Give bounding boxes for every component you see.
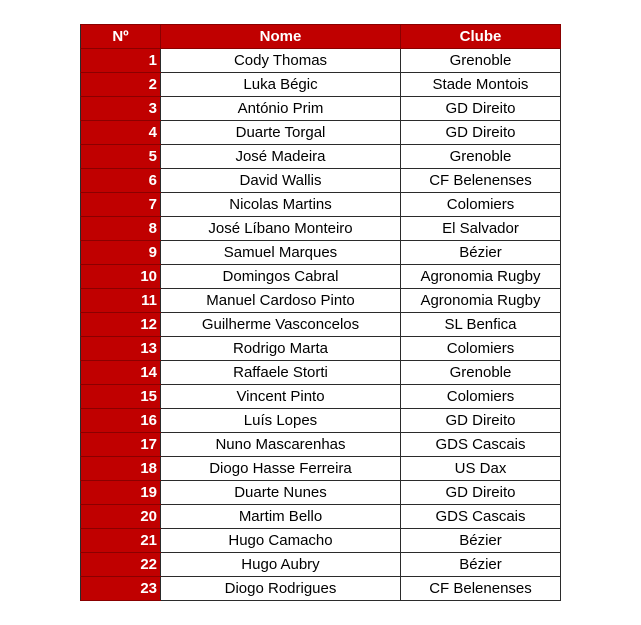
player-club-cell: El Salvador (401, 217, 561, 241)
player-club-cell: Colomiers (401, 337, 561, 361)
table-row (81, 49, 561, 73)
header-row (81, 25, 561, 49)
table-row (81, 361, 561, 385)
player-number-cell: 18 (81, 457, 161, 481)
player-number-cell: 16 (81, 409, 161, 433)
player-club-cell: Grenoble (401, 145, 561, 169)
player-name-cell: José Madeira (161, 145, 401, 169)
player-club-cell: Grenoble (401, 361, 561, 385)
player-number-cell: 20 (81, 505, 161, 529)
player-name-cell: Rodrigo Marta (161, 337, 401, 361)
player-number-cell: 8 (81, 217, 161, 241)
table-body (81, 49, 561, 601)
player-name-cell: Domingos Cabral (161, 265, 401, 289)
player-name-cell: Nuno Mascarenhas (161, 433, 401, 457)
player-club-cell: US Dax (401, 457, 561, 481)
player-name-cell: Duarte Torgal (161, 121, 401, 145)
player-club-cell: Bézier (401, 553, 561, 577)
player-number-cell: 2 (81, 73, 161, 97)
player-number-cell: 13 (81, 337, 161, 361)
player-club-cell: Grenoble (401, 49, 561, 73)
table-row (81, 409, 561, 433)
player-number-cell: 23 (81, 577, 161, 601)
player-number-cell: 1 (81, 49, 161, 73)
player-name-cell: Diogo Hasse Ferreira (161, 457, 401, 481)
player-number-cell: 11 (81, 289, 161, 313)
player-number-cell: 12 (81, 313, 161, 337)
table-row (81, 505, 561, 529)
player-club-cell: GDS Cascais (401, 433, 561, 457)
player-club-cell: SL Benfica (401, 313, 561, 337)
player-club-cell: Bézier (401, 529, 561, 553)
table-row (81, 433, 561, 457)
header-number: Nº (81, 25, 161, 49)
player-club-cell: Bézier (401, 241, 561, 265)
player-number-cell: 21 (81, 529, 161, 553)
player-name-cell: David Wallis (161, 169, 401, 193)
player-club-cell: GDS Cascais (401, 505, 561, 529)
table-row (81, 457, 561, 481)
player-club-cell: CF Belenenses (401, 577, 561, 601)
player-number-cell: 17 (81, 433, 161, 457)
table-row (81, 217, 561, 241)
table-row (81, 529, 561, 553)
player-name-cell: Hugo Aubry (161, 553, 401, 577)
player-name-cell: Duarte Nunes (161, 481, 401, 505)
table-row (81, 289, 561, 313)
player-name-cell: Diogo Rodrigues (161, 577, 401, 601)
header-club: Clube (401, 25, 561, 49)
table-row (81, 313, 561, 337)
table-row (81, 145, 561, 169)
player-name-cell: Guilherme Vasconcelos (161, 313, 401, 337)
table-row (81, 577, 561, 601)
player-number-cell: 15 (81, 385, 161, 409)
player-name-cell: Luka Bégic (161, 73, 401, 97)
table-row (81, 97, 561, 121)
player-club-cell: Colomiers (401, 193, 561, 217)
player-club-cell: GD Direito (401, 121, 561, 145)
player-number-cell: 3 (81, 97, 161, 121)
player-name-cell: José Líbano Monteiro (161, 217, 401, 241)
table-row (81, 481, 561, 505)
player-name-cell: Vincent Pinto (161, 385, 401, 409)
player-name-cell: Raffaele Storti (161, 361, 401, 385)
player-name-cell: Luís Lopes (161, 409, 401, 433)
player-number-cell: 4 (81, 121, 161, 145)
player-number-cell: 5 (81, 145, 161, 169)
player-name-cell: Cody Thomas (161, 49, 401, 73)
header-name: Nome (161, 25, 401, 49)
player-name-cell: Martim Bello (161, 505, 401, 529)
player-club-cell: Agronomia Rugby (401, 289, 561, 313)
player-name-cell: Nicolas Martins (161, 193, 401, 217)
player-club-cell: GD Direito (401, 409, 561, 433)
player-club-cell: Agronomia Rugby (401, 265, 561, 289)
table-row (81, 385, 561, 409)
table-row (81, 169, 561, 193)
player-number-cell: 7 (81, 193, 161, 217)
squad-table (80, 24, 561, 601)
table-row (81, 265, 561, 289)
player-club-cell: GD Direito (401, 481, 561, 505)
table-row (81, 241, 561, 265)
table-row (81, 73, 561, 97)
player-number-cell: 10 (81, 265, 161, 289)
player-name-cell: Samuel Marques (161, 241, 401, 265)
table-row (81, 121, 561, 145)
table-row (81, 337, 561, 361)
player-number-cell: 19 (81, 481, 161, 505)
player-name-cell: António Prim (161, 97, 401, 121)
player-club-cell: CF Belenenses (401, 169, 561, 193)
player-number-cell: 6 (81, 169, 161, 193)
player-name-cell: Manuel Cardoso Pinto (161, 289, 401, 313)
player-number-cell: 9 (81, 241, 161, 265)
player-number-cell: 14 (81, 361, 161, 385)
player-club-cell: Colomiers (401, 385, 561, 409)
player-club-cell: GD Direito (401, 97, 561, 121)
table-row (81, 193, 561, 217)
player-number-cell: 22 (81, 553, 161, 577)
table-row (81, 553, 561, 577)
player-club-cell: Stade Montois (401, 73, 561, 97)
player-name-cell: Hugo Camacho (161, 529, 401, 553)
